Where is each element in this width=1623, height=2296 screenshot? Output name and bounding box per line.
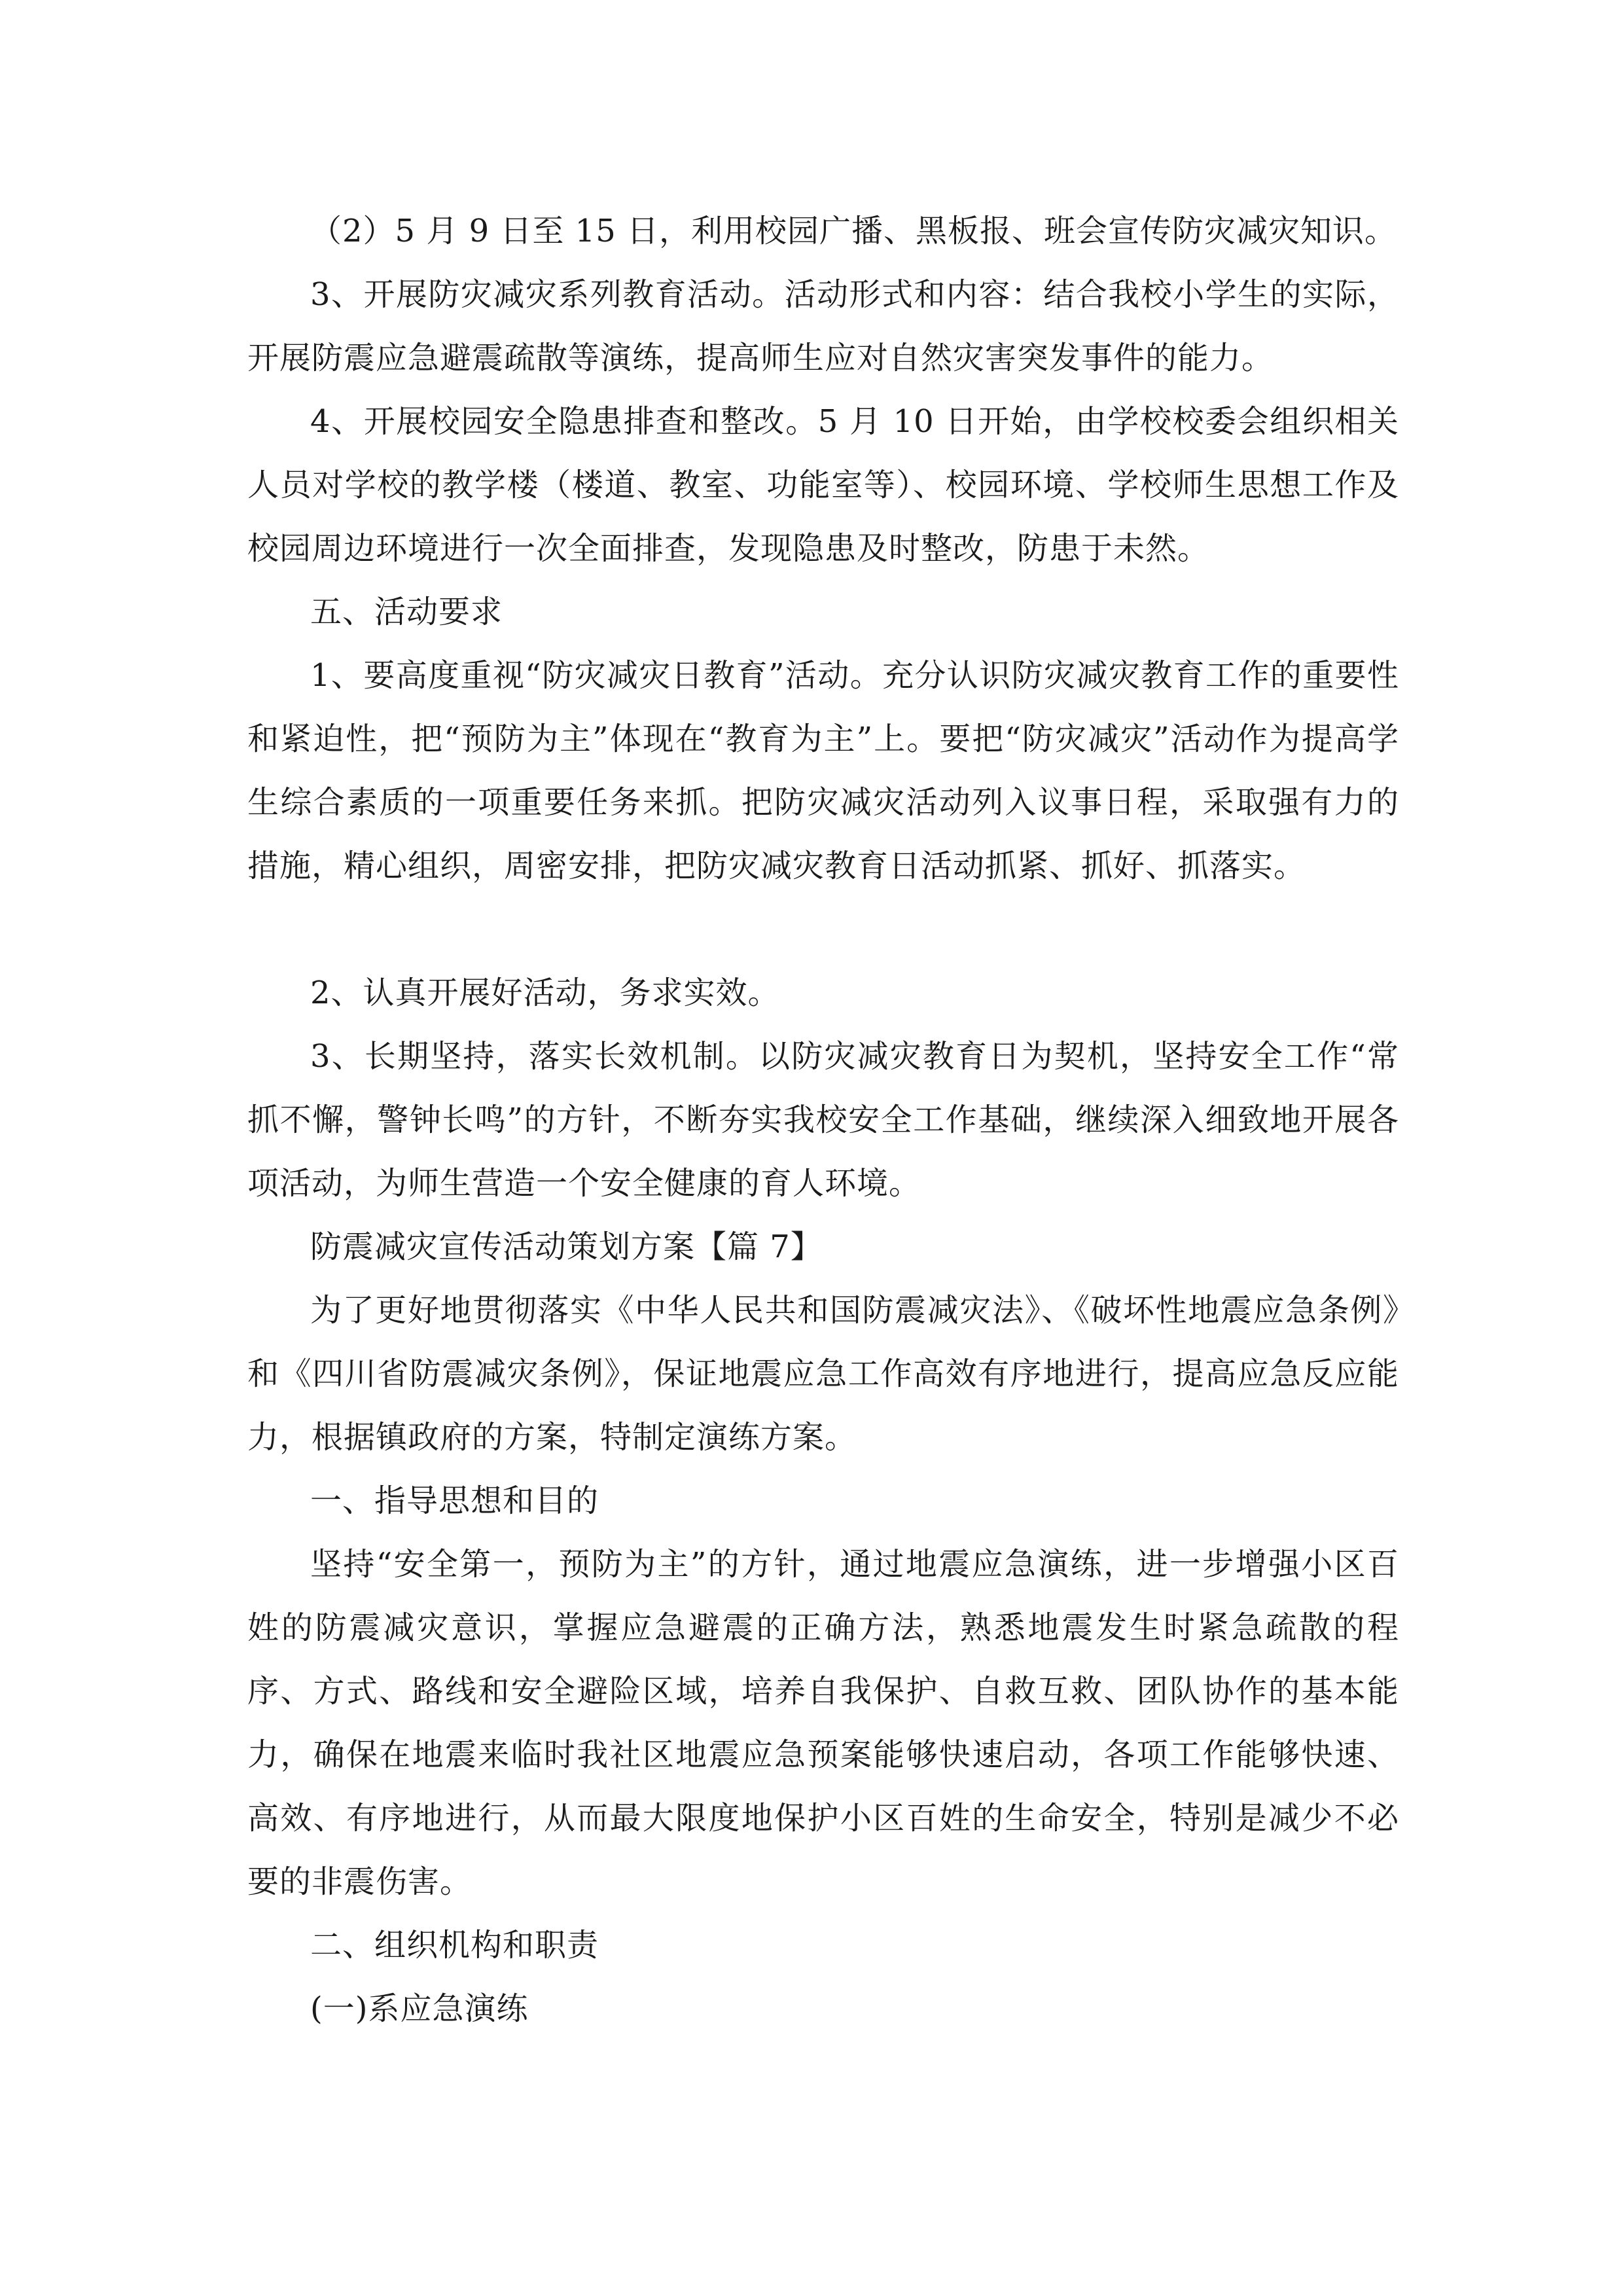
heading-emergency-drill: (一)系应急演练	[310, 1990, 529, 2027]
paragraph-guiding-ideology: 坚持“安全第一，预防为主”的方针，通过地震应急演练，进一步增强小区百姓的防震减灾意识，掌握应急避震的正确方法，熟悉地震发生时紧急疏散的程序、方式、路线和安全避险区域，培养自我保护、自救互救、团队协作的基本能力，确保在地震来临时我社区地震应急预案能够快速启动，各项工作能够快速、高效、有序地进行，从而最大限度地保护小区百姓的生命安全，特别是减少不必要的非震伤害。	[247, 1546, 1399, 1900]
heading-plan-7: 防震减灾宣传活动策划方案【篇 7】	[310, 1229, 823, 1265]
paragraph-requirement-2: 2、认真开展好活动，务求实效。	[310, 975, 780, 1011]
heading-guiding-ideology: 一、指导思想和目的	[310, 1482, 599, 1519]
paragraph-requirement-1: 1、要高度重视“防灾减灾日教育”活动。充分认识防灾减灾教育工作的重要性和紧迫性，把“预防为主”体现在“教育为主”上。要把“防灾减灾”活动作为提高学生综合素质的一项重要任务来抓。把防灾减灾活动列入议事日程，采取强有力的措施，精心组织，周密安排，把防灾减灾教育日活动抓紧、抓好、抓落实。	[247, 657, 1399, 884]
paragraph-requirement-3: 3、长期坚持，落实长效机制。以防灾减灾教育日为契机，坚持安全工作“常抓不懈，警钟长鸣”的方针，不断夯实我校安全工作基础，继续深入细致地开展各项活动，为师生营造一个安全健康的育人环境。	[247, 1038, 1399, 1202]
paragraph-plan-intro: 为了更好地贯彻落实《中华人民共和国防震减灾法》、《破坏性地震应急条例》和《四川省防震减灾条例》，保证地震应急工作高效有序地进行，提高应急反应能力，根据镇政府的方案，特制定演练方案。	[247, 1292, 1399, 1456]
heading-organization: 二、组织机构和职责	[310, 1927, 599, 1964]
paragraph-item-4-inspection: 4、开展校园安全隐患排查和整改。5 月 10 日开始，由学校校委会组织相关人员对学校的教学楼（楼道、教室、功能室等）、校园环境、学校师生思想工作及校园周边环境进行一次全面排查，发现隐患及时整改，防患于未然。	[247, 403, 1399, 567]
paragraph-notice-dates: （2）5 月 9 日至 15 日，利用校园广播、黑板报、班会宣传防灾减灾知识。	[310, 213, 1397, 249]
heading-section-5: 五、活动要求	[310, 594, 503, 630]
paragraph-item-3-drills: 3、开展防灾减灾系列教育活动。活动形式和内容：结合我校小学生的实际，开展防震应急避震疏散等演练，提高师生应对自然灾害突发事件的能力。	[247, 276, 1399, 376]
